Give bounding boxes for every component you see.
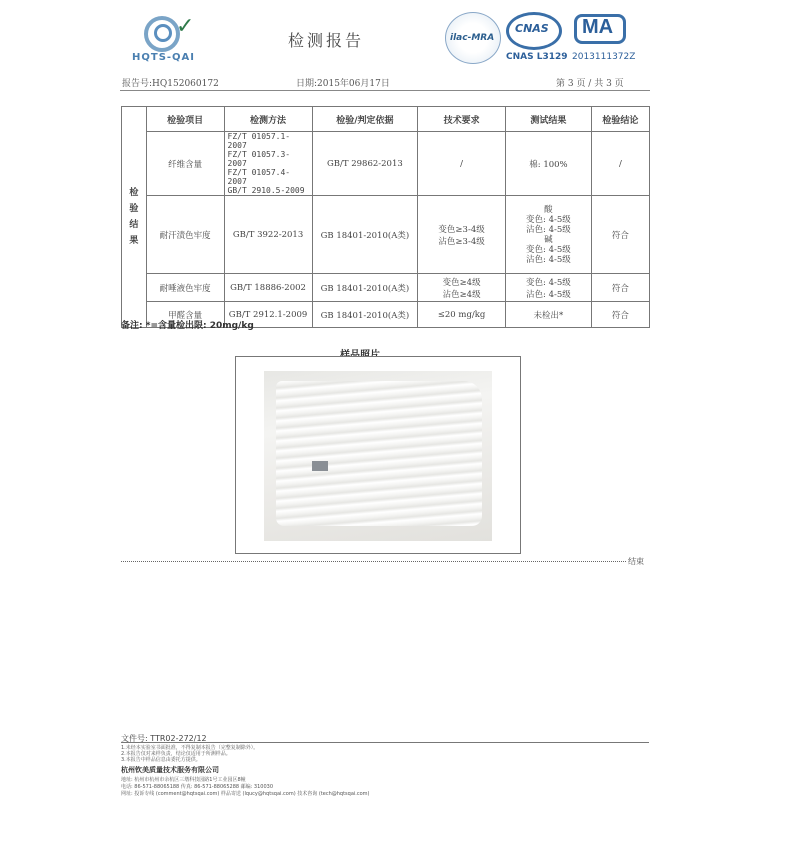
cell-item: 耐唾液色牢度 — [146, 274, 224, 302]
file-number: 文件号: TTR02-272/12 — [121, 734, 207, 743]
company-contact: 电话: 86-571-88065188 传真: 86-571-88065288 邮编: 310030 — [121, 784, 274, 790]
cell-basis: GB 18401-2010(A类) — [312, 302, 418, 328]
cell-result: 酸 变色: 4-5级 沾色: 4-5级 碱 变色: 4-5级 沾色: 4-5级 — [506, 196, 592, 274]
page-indicator: 第 3 页 / 共 3 页 — [556, 79, 624, 89]
cell-conclusion: 符合 — [591, 274, 649, 302]
header-conclusion: 检验结论 — [591, 107, 649, 132]
report-title: 检测报告 — [288, 31, 365, 50]
ma-code: 2013111372Z — [572, 52, 636, 62]
logo-inner-ring-icon — [154, 24, 172, 42]
header-result: 测试结果 — [506, 107, 592, 132]
company-name: 杭州钦美质量技术服务有限公司 — [121, 766, 219, 774]
hqts-logo — [132, 14, 224, 68]
cnas-logo — [506, 12, 568, 62]
ma-logo-text: MA — [582, 16, 614, 38]
cell-basis: GB/T 29862-2013 — [312, 132, 418, 196]
cell-requirement: 变色≥3-4级 沾色≥3-4级 — [418, 196, 506, 274]
results-table — [121, 106, 650, 328]
end-divider — [121, 561, 626, 562]
report-date: 日期:2015年06月17日 — [296, 79, 390, 89]
header-basis: 检验/判定依据 — [312, 107, 418, 132]
cell-requirement: ≤20 mg/kg — [418, 302, 506, 328]
cell-conclusion: 符合 — [591, 302, 649, 328]
table-row — [122, 274, 650, 302]
footer-divider — [121, 742, 649, 743]
sample-label-image — [312, 461, 328, 471]
footer-note: 2.本报告仅对来样负责，结论仅适用于所测样品。 — [121, 751, 231, 757]
cell-result: 变色: 4-5级 沾色: 4-5级 — [506, 274, 592, 302]
cell-basis: GB 18401-2010(A类) — [312, 196, 418, 274]
hqts-logo-text: HQTS-QAI — [132, 52, 196, 63]
footer-note: 1.未经本实验室书面批准，不得复制本报告（完整复制除外）。 — [121, 745, 259, 751]
cell-method: GB/T 18886-2002 — [224, 274, 312, 302]
cell-item: 耐汗渍色牢度 — [146, 196, 224, 274]
cell-method: FZ/T 01057.1-2007 FZ/T 01057.3-2007 FZ/T 01057.4-2007 GB/T 2910.5-2009 — [224, 132, 312, 196]
table-row — [122, 196, 650, 274]
cell-item: 甲醛含量 — [146, 302, 224, 328]
cell-requirement: 变色≥4级 沾色≥4级 — [418, 274, 506, 302]
company-address: 地址: 杭州市杭州市余杭区三墩科技园路1号工业园区8幢 — [121, 777, 246, 783]
cnas-code: CNAS L3129 — [506, 52, 568, 62]
cell-requirement: / — [418, 132, 506, 196]
cnas-logo-text: CNAS — [515, 22, 549, 35]
cell-result: 棉: 100% — [506, 132, 592, 196]
header-divider — [120, 90, 650, 91]
company-email: 网址: 投诉专线 (comment@hqtsqai.com) 样品寄送 (lqucy@hqtsqai.com) 技术咨询 (tech@hqtsqai.com) — [121, 791, 370, 797]
ilac-logo-text: ilac-MRA — [450, 33, 495, 43]
header-method: 检测方法 — [224, 107, 312, 132]
cell-result: 未检出* — [506, 302, 592, 328]
cell-conclusion: / — [591, 132, 649, 196]
sample-photo — [264, 371, 492, 541]
report-number: 报告号:HQ152060172 — [122, 79, 219, 89]
table-header-row — [122, 107, 650, 132]
ilac-mra-logo — [445, 12, 501, 64]
header-item: 检验项目 — [146, 107, 224, 132]
header-requirement: 技术要求 — [418, 107, 506, 132]
footer-note: 3.本报告中样品信息由委托方提供。 — [121, 757, 201, 763]
side-label: 检 验 结 果 — [122, 107, 147, 328]
sample-fabric-image — [276, 381, 482, 526]
table-row — [122, 132, 650, 196]
checkmark-icon: ✓ — [176, 14, 195, 39]
end-marker: 结束 — [628, 557, 644, 566]
cell-method: GB/T 3922-2013 — [224, 196, 312, 274]
ma-logo — [572, 14, 636, 62]
cell-method: GB/T 2912.1-2009 — [224, 302, 312, 328]
cell-conclusion: 符合 — [591, 196, 649, 274]
cell-item: 纤维含量 — [146, 132, 224, 196]
cell-basis: GB 18401-2010(A类) — [312, 274, 418, 302]
table-note: 备注: *=含量检出限: 20mg/kg — [121, 321, 254, 331]
sample-photo-frame — [235, 356, 521, 554]
